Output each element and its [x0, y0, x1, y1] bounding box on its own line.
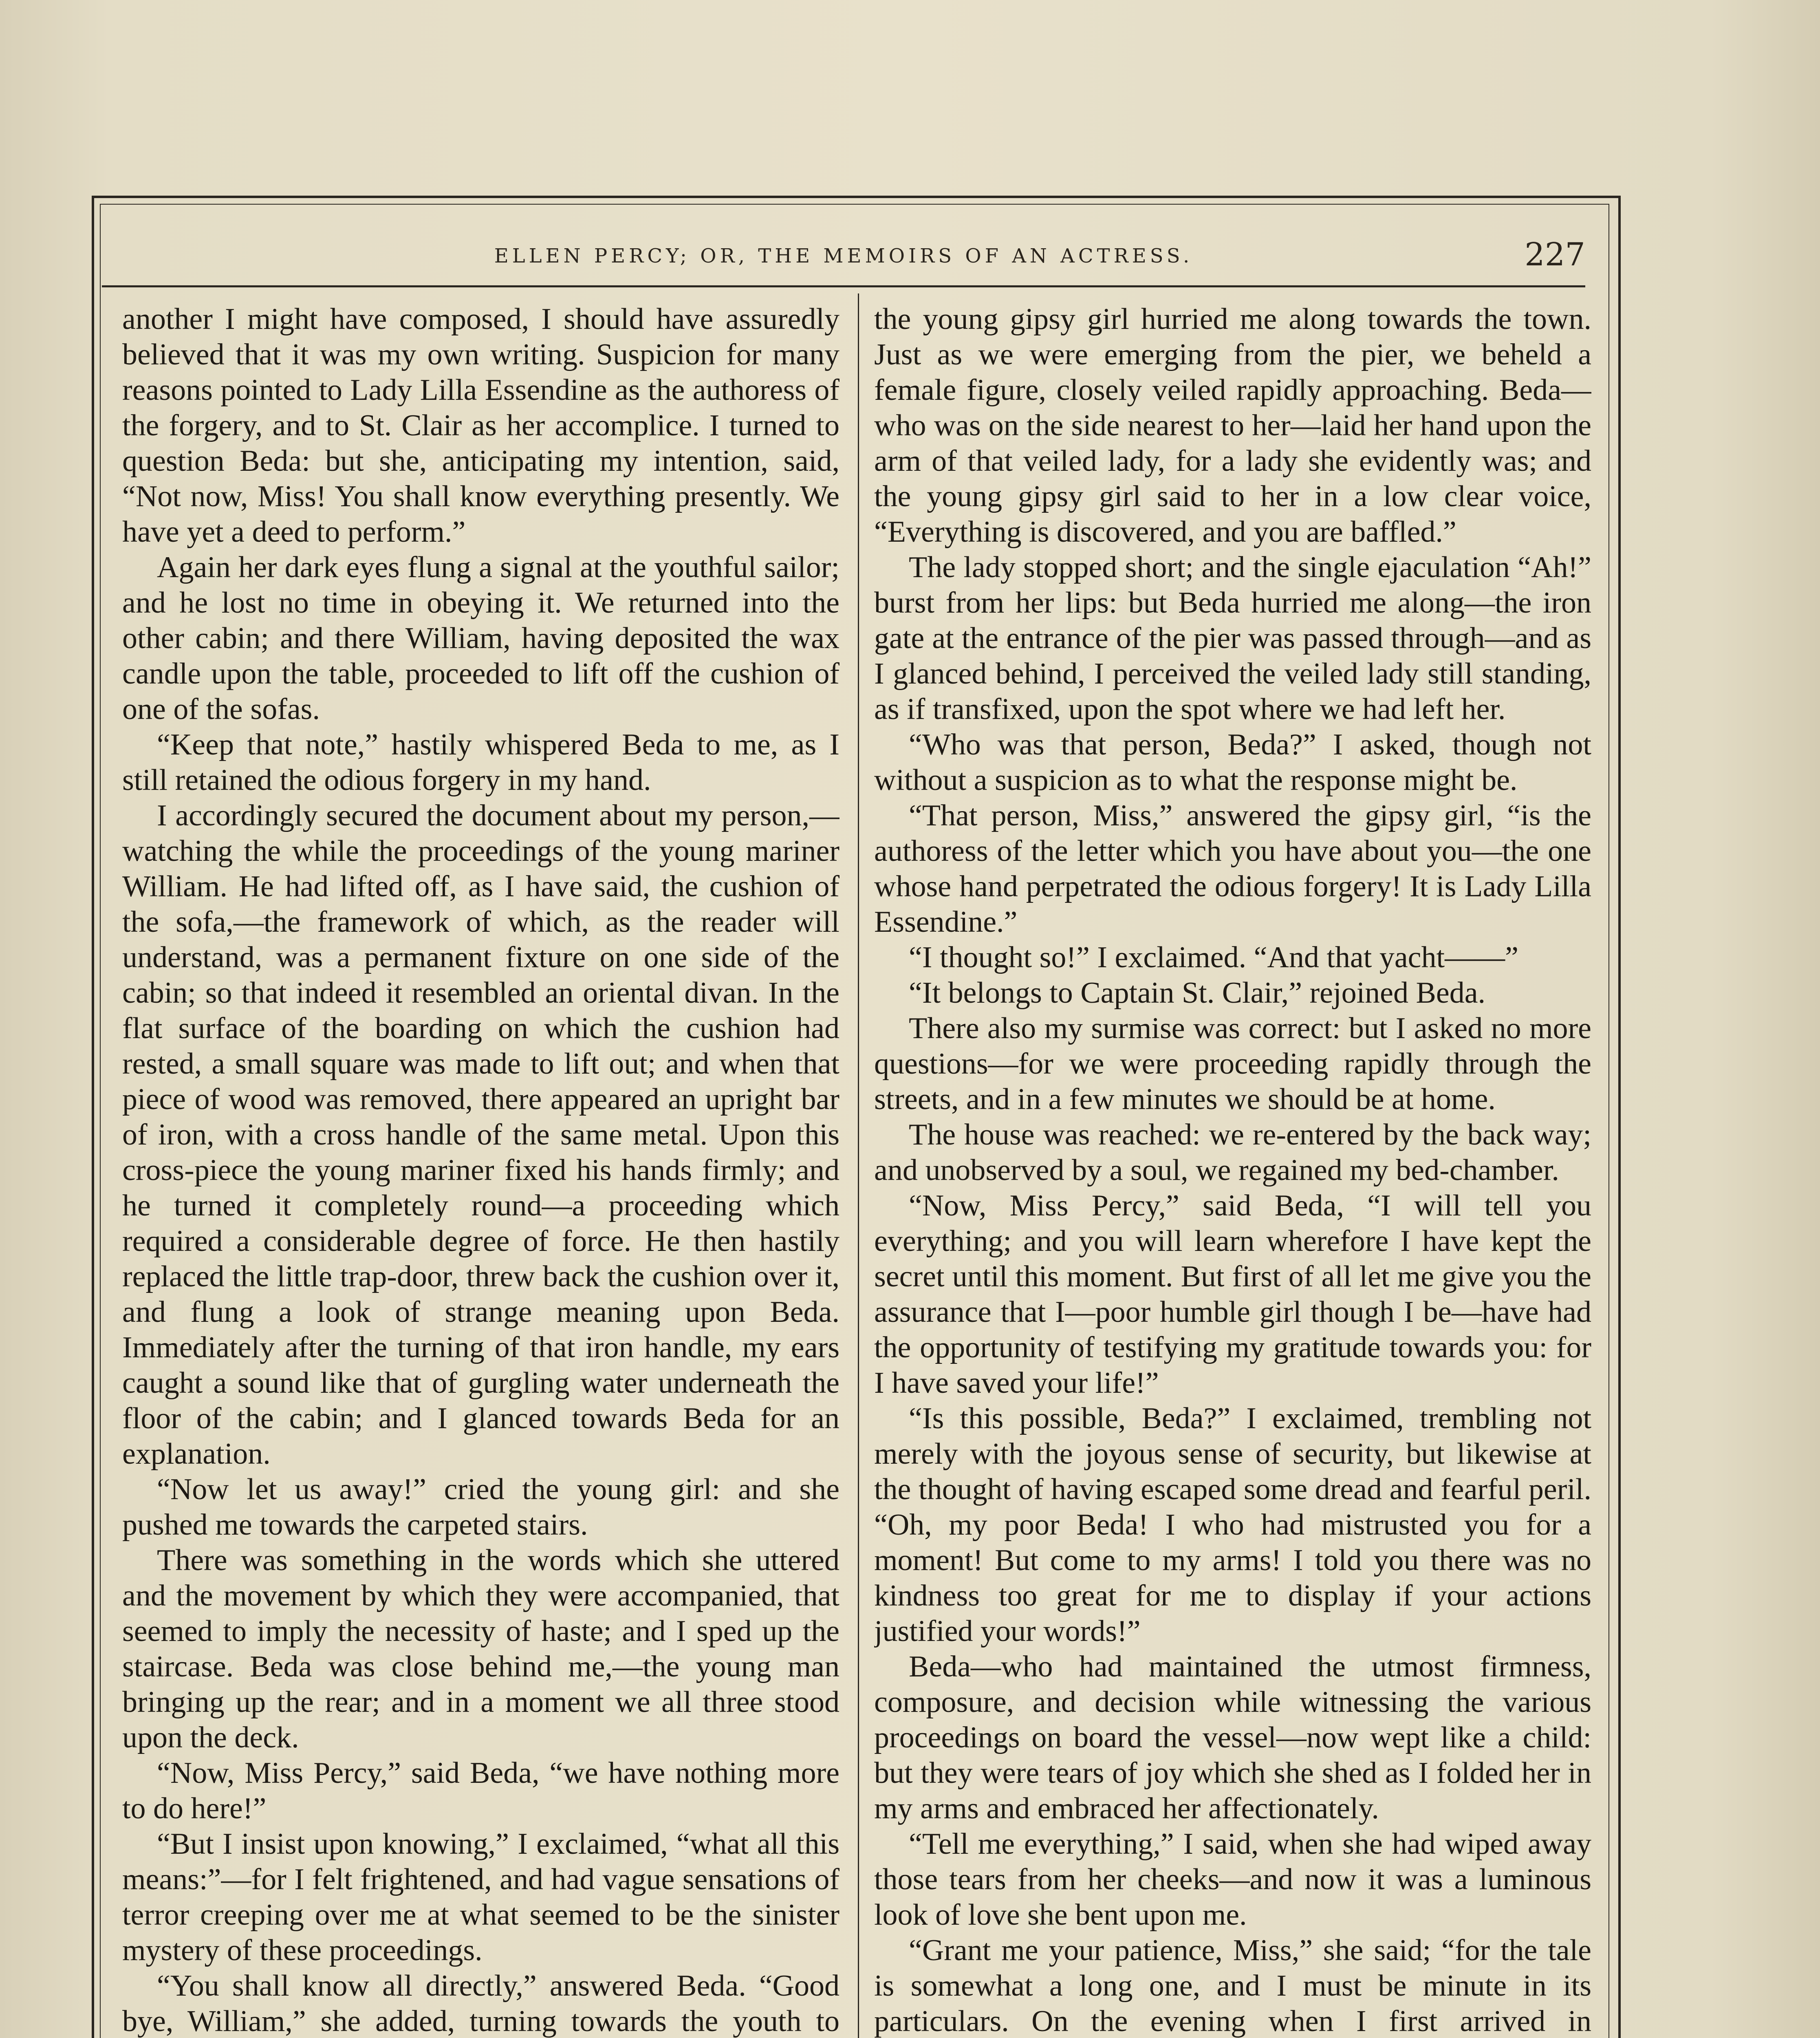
paragraph: I accordingly secured the document about my person,—watching the while the proceedings of the young mariner William. He had lifted off, as I have said, the cushion of the sofa,—the framework of which, as the reader will understand, was a permanent fixture on one side of the cabin; so that indeed it resembled an oriental divan. In the flat surface of the boarding on which the cushion had rested, a small square was made to lift out; and when that piece of wood was removed, there appeared an upright bar of iron, with a cross handle of the same metal. Upon this cross-piece the young mariner fixed his hands firmly; and he turned it completely round—a proceeding which required a considerable degree of force. He then hastily replaced the little trap-door, threw back the cushion over it, and flung a look of strange meaning upon Beda. Immediately after the turning of that iron handle, my ears caught a sound like that of gurgling water underneath the floor of the cabin; and I glanced towards Beda for an explanation.: [122, 799, 839, 1471]
paragraph: “It belongs to Captain St. Clair,” rejoined Beda.: [909, 976, 1486, 1010]
paragraph: “Is this possible, Beda?” I exclaimed, trembling not merely with the joyous sense of security, but likewise at the thought of having escaped some dread and fearful peril. “Oh, my poor Beda! I who had mistrusted you for a moment! But come to my arms! I told you there was no kindness too great for me to display if your actions justified your words!”: [874, 1402, 1591, 1648]
paragraph: The lady stopped short; and the single ejaculation “Ah!” burst from her lips: but Beda hurried me along—the iron gate at the entrance of the pier was passed through—and as I glanced behind, I perceived the veiled lady still standing, as if transfixed, upon the spot where we had left her.: [874, 551, 1591, 726]
paragraph: “Grant me your patience, Miss,” she said; “for the tale is somewhat a long one, and I must be minute in its particulars. On the evening when I first arrived in: [874, 1934, 1591, 2038]
page-number: 227: [1525, 236, 1585, 273]
page-header: [102, 228, 1585, 277]
paragraph: There was something in the words which she uttered and the movement by which they were accompanied, that seemed to imply the necessity of haste; and I sped up the staircase. Beda was close behind me,—the young man bringing up the rear; and in a moment we all three stood upon the deck.: [122, 1544, 839, 1754]
paragraph: “I thought so!” I exclaimed. “And that yacht——”: [909, 941, 1518, 974]
paragraph: “Now, Miss Percy,” said Beda, “we have nothing more to do here!”: [122, 1756, 839, 1825]
paragraph: another I might have composed, I should have assuredly believed that it was my own writing. Suspicion for many reasons pointed to Lady Lilla Essendine as the authoress of the forgery, and to St. Clair as her accomplice. I turned to question Beda: but she, anticipating my intention, said, “Not now, Miss! You shall know everything presently. We have yet a deed to perform.”: [122, 302, 839, 549]
paragraph: “Who was that person, Beda?” I asked, though not without a suspicion as to what the response might be.: [874, 728, 1591, 797]
column-divider: [858, 293, 859, 2038]
header-rule: [102, 285, 1585, 287]
running-head: ELLEN PERCY; OR, THE MEMOIRS OF AN ACTRESS.: [494, 245, 1193, 267]
paragraph: “Now, Miss Percy,” said Beda, “I will tell you everything; and you will learn wherefore I have kept the secret until this moment. But first of all let me give you the assurance that I—poor humble girl though I be—have had the opportunity of testifying my gratitude towards you: for I have saved your life!”: [874, 1189, 1591, 1400]
paragraph: “But I insist upon knowing,” I exclaimed, “what all this means:”—for I felt frightened, and had vague sensations of terror creeping over me at what seemed to be the sinister mystery of these proceedings.: [122, 1827, 839, 1967]
right-column: [874, 302, 1591, 2038]
paragraph: the young gipsy girl hurried me along towards the town. Just as we were emerging from the pier, we beheld a female figure, closely veiled rapidly approaching. Beda—who was on the side nearest to her—laid her hand upon the arm of that veiled lady, for a lady she evidently was; and the young gipsy girl said to her in a low clear voice, “Everything is discovered, and you are baffled.”: [874, 302, 1591, 549]
paragraph: “Tell me everything,” I said, when she had wiped away those tears from her cheeks—and now it was a luminous look of love she bent upon me.: [874, 1827, 1591, 1932]
paragraph: There also my surmise was correct: but I asked no more questions—for we were proceeding rapidly through the streets, and in a few minutes we should be at home.: [874, 1012, 1591, 1116]
paragraph: “You shall know all directly,” answered Beda. “Good bye, William,” she added, turning towards the youth to: [122, 1969, 839, 2038]
left-column: [122, 302, 839, 2038]
paragraph: “That person, Miss,” answered the gipsy girl, “is the authoress of the letter which you have about you—the one whose hand perpetrated the odious forgery! It is Lady Lilla Essendine.”: [874, 799, 1591, 939]
paragraph: “Keep that note,” hastily whispered Beda to me, as I still retained the odious forgery in my hand.: [122, 728, 839, 797]
paragraph: “Now let us away!” cried the young girl: and she pushed me towards the carpeted stairs.: [122, 1473, 839, 1542]
paragraph: Again her dark eyes flung a signal at the youthful sailor; and he lost no time in obeying it. We returned into the other cabin; and there William, having deposited the wax candle upon the table, proceeded to lift off the cushion of one of the sofas.: [122, 551, 839, 726]
paragraph: The house was reached: we re-entered by the back way; and unobserved by a soul, we regained my bed-chamber.: [874, 1118, 1591, 1187]
paragraph: Beda—who had maintained the utmost firmness, composure, and decision while witnessing the various proceedings on board the vessel—now wept like a child: but they were tears of joy which she shed as I folded her in my arms and embraced her affectionately.: [874, 1650, 1591, 1825]
